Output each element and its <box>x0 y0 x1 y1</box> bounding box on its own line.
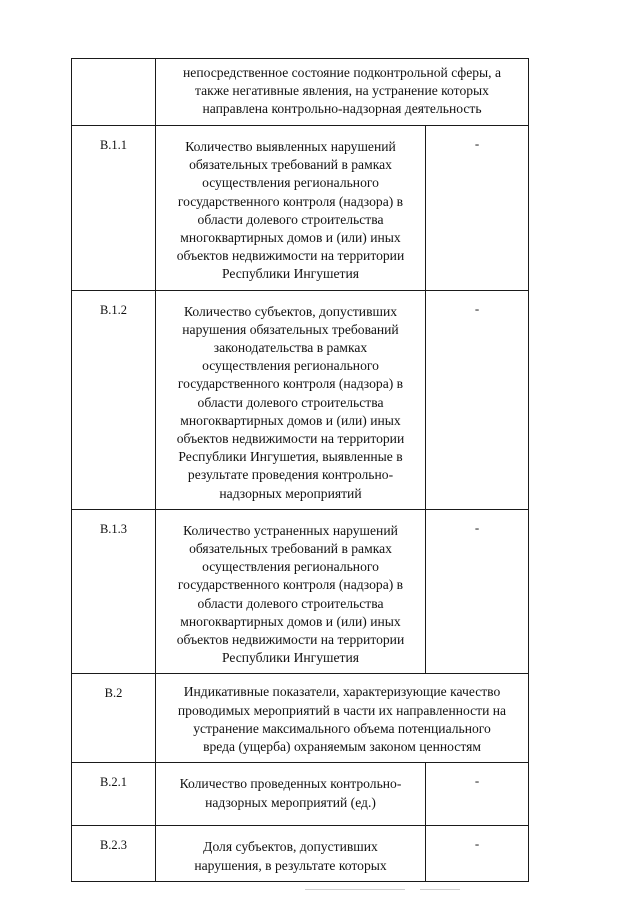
indicator-name-cell <box>156 290 426 509</box>
text-line: устранение максимального объема потенциального <box>193 720 491 736</box>
indicators-table <box>71 58 529 882</box>
scan-artifact-line <box>305 889 405 890</box>
table-row-continuation <box>72 59 529 126</box>
text-line: Количество устраненных нарушений <box>183 522 398 538</box>
continuation-text-cell <box>156 59 529 126</box>
text-line: объектов недвижимости на территории <box>176 632 405 648</box>
code-cell-empty <box>72 59 156 126</box>
indicator-code: В.1.2 <box>72 290 156 509</box>
indicator-value: - <box>426 509 529 674</box>
indicator-code: В.1.1 <box>72 126 156 291</box>
text-line: многоквартирных домов и (или) иных <box>180 230 401 246</box>
indicator-value: - <box>426 290 529 509</box>
text-line: надзорных мероприятий (ед.) <box>205 794 376 810</box>
text-line: результате проведения контрольно- <box>187 467 394 483</box>
text-line: осуществления регионального <box>202 559 379 575</box>
table-row <box>72 126 529 291</box>
text-line: Количество выявленных нарушений <box>185 139 396 154</box>
indicator-value: - <box>426 826 529 881</box>
text-line: надзорных мероприятий <box>219 485 362 501</box>
text-line: Республики Ингушетия <box>221 266 360 282</box>
scan-artifact-line <box>420 889 460 890</box>
text-line: вреда (ущерба) охраняемым законом ценностям <box>203 739 481 755</box>
text-line: области долевого строительства <box>197 595 384 611</box>
text-line: государственного контроля (надзора) в <box>177 376 404 392</box>
indicator-name-cell <box>156 509 426 674</box>
text-line: области долевого строительства <box>197 211 384 227</box>
text-line: Количество субъектов, допустивших <box>183 303 398 319</box>
text-line: Доля субъектов, допустивших <box>203 839 378 855</box>
text-line: Индикативные показатели, характеризующие качество <box>183 684 501 700</box>
indicator-name-cell <box>156 826 426 881</box>
indicator-name-cell <box>156 126 426 291</box>
text-line: государственного контроля (надзора) в <box>177 193 404 209</box>
text-line: многоквартирных домов и (или) иных <box>180 613 401 629</box>
table-row <box>72 290 529 509</box>
text-line: осуществления регионального <box>202 358 379 374</box>
indicator-code: В.2.1 <box>72 763 156 826</box>
indicator-value: - <box>426 763 529 826</box>
text-line: непосредственное состояние подконтрольной сферы, а <box>183 65 501 80</box>
table-row <box>72 509 529 674</box>
text-line: обязательных требований в рамках <box>189 541 392 557</box>
text-line: Республики Ингушетия, выявленные в <box>178 449 403 465</box>
text-line: также негативные явления, на устранение которых <box>195 83 489 99</box>
section-title-cell <box>156 674 529 763</box>
text-line: нарушения, в результате которых <box>194 857 387 873</box>
indicator-name-cell <box>156 763 426 826</box>
text-line: многоквартирных домов и (или) иных <box>180 412 401 428</box>
text-line: области долевого строительства <box>197 394 384 410</box>
indicator-value: - <box>426 126 529 291</box>
text-line: Количество проведенных контрольно- <box>179 776 402 792</box>
text-line: проводимых мероприятий в части их направленности на <box>177 702 507 718</box>
text-line: законодательства в рамках <box>213 340 368 356</box>
text-line: осуществления регионального <box>202 175 379 191</box>
indicator-code: В.2.3 <box>72 826 156 881</box>
table-row <box>72 826 529 881</box>
text-line: обязательных требований в рамках <box>189 157 392 173</box>
text-line: нарушения обязательных требований <box>182 321 399 337</box>
table-row <box>72 763 529 826</box>
text-line: объектов недвижимости на территории <box>176 431 405 447</box>
text-line: направлена контрольно-надзорная деятельность <box>202 101 482 117</box>
section-code: В.2 <box>72 674 156 763</box>
text-line: Республики Ингушетия <box>221 650 360 666</box>
text-line: государственного контроля (надзора) в <box>177 577 404 593</box>
table-row-section <box>72 674 529 763</box>
text-line: объектов недвижимости на территории <box>176 248 405 264</box>
indicator-code: В.1.3 <box>72 509 156 674</box>
